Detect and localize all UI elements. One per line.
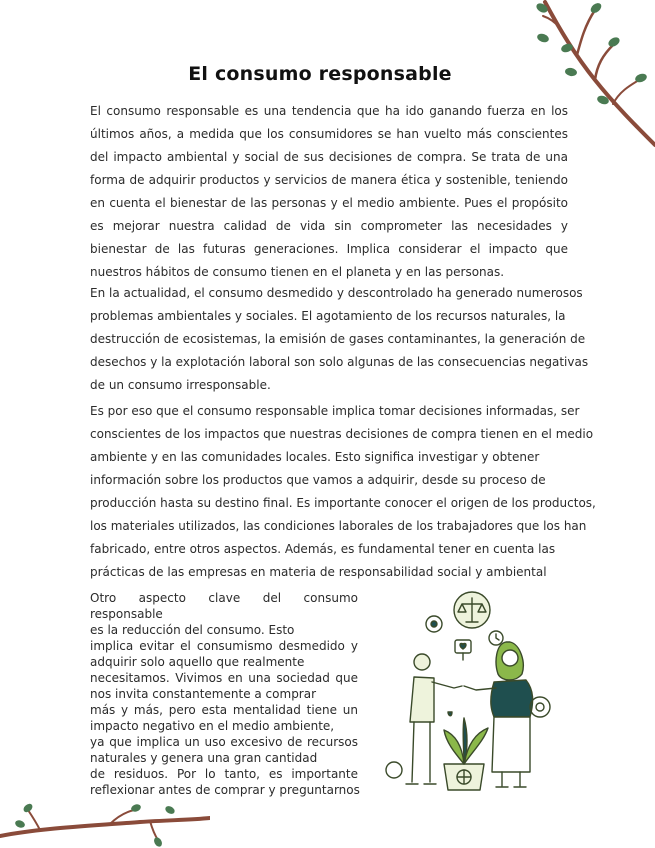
paragraph-4-line: ya que implica un uso excesivo de recursos <box>90 735 358 749</box>
paragraph-2 <box>90 282 589 397</box>
paragraph-3 <box>90 400 596 584</box>
paragraph-4-line: implica evitar el consumismo desmedido y <box>90 639 358 653</box>
paragraph-4-line: nos invita constantemente a comprar <box>90 687 317 701</box>
handshake-illustration-icon <box>384 582 564 797</box>
paragraph-3-line: información sobre los productos que vamos a adquirir, desde su proceso de <box>90 473 546 487</box>
paragraph-4 <box>90 590 358 798</box>
paragraph-4-line: Otro aspecto clave del consumo responsable <box>90 591 358 621</box>
paragraph-2-line: destrucción de ecosistemas, la emisión de gases contaminantes, la generación de <box>90 332 586 346</box>
paragraph-3-line: fabricado, entre otros aspectos. Además, es fundamental tener en cuenta las <box>90 542 556 556</box>
paragraph-1: El consumo responsable es una tendencia que ha ido ganando fuerza en los últimos años, a medida que los consumidores se han vuelto más conscientes del impacto ambiental y social de sus decisiones de compra. Se trata de una forma de adquirir productos y servicios de manera ética y sostenible, teniendo en cuenta el bienestar de las personas y el medio ambiente. Pues el propósito es mejorar nuestra calidad de vida sin comprometer las necesidades y bienestar de las futuras generaciones. Implica considerar el impacto que nuestros hábitos de consumo tienen en el planeta y en las personas. <box>90 104 568 279</box>
paragraph-3-line: los materiales utilizados, las condiciones laborales de los trabajadores que los han <box>90 519 587 533</box>
branch-bottom-left-icon <box>0 798 210 848</box>
paragraph-4-line: naturales y genera una gran cantidad <box>90 751 318 765</box>
paragraph-4-line: reflexionar antes de comprar y preguntarnos <box>90 783 360 797</box>
paragraph-2-line: En la actualidad, el consumo desmedido y descontrolado ha generado numerosos <box>90 286 583 300</box>
page-title: El consumo responsable <box>188 62 452 85</box>
paragraph-3-line: prácticas de las empresas en materia de responsabilidad social y ambiental <box>90 565 547 579</box>
paragraph-3-line: Es por eso que el consumo responsable implica tomar decisiones informadas, ser <box>90 404 580 418</box>
paragraph-4-line: impacto negativo en el medio ambiente, <box>90 719 335 733</box>
paragraph-4-line: de residuos. Por lo tanto, es importante <box>90 767 358 781</box>
paragraph-4-line: adquirir solo aquello que realmente <box>90 655 305 669</box>
paragraph-2-line: problemas ambientales y sociales. El agotamiento de los recursos naturales, la <box>90 309 566 323</box>
paragraph-3-line: ambiente y en las comunidades locales. Esto significa investigar y obtener <box>90 450 540 464</box>
paragraph-4-line: es la reducción del consumo. Esto <box>90 623 295 637</box>
paragraph-4-line: más y más, pero esta mentalidad tiene un <box>90 703 358 717</box>
paragraph-2-line: de un consumo irresponsable. <box>90 378 271 392</box>
paragraph-4-line: necesitamos. Vivimos en una sociedad que <box>90 671 358 685</box>
paragraph-3-line: conscientes de los impactos que nuestras decisiones de compra tienen en el medio <box>90 427 594 441</box>
paragraph-2-line: desechos y la explotación laboral son solo algunas de las consecuencias negativas <box>90 355 589 369</box>
paragraph-3-line: producción hasta su destino final. Es importante conocer el origen de los productos, <box>90 496 596 510</box>
